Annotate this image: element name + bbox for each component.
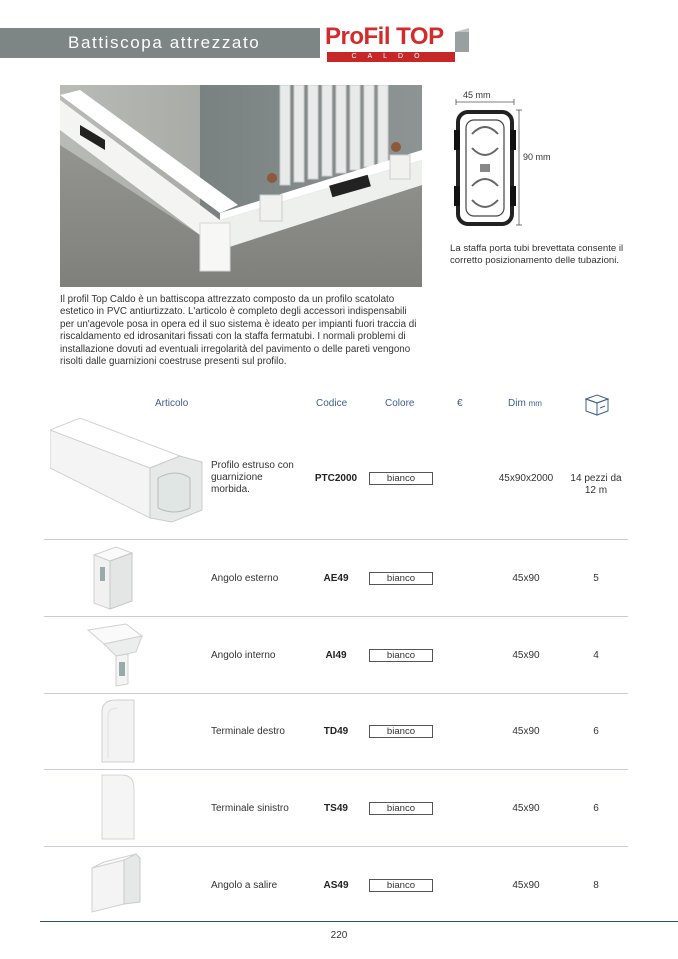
product-image-as49 [90, 852, 150, 916]
product-code: AE49 [323, 573, 349, 584]
product-dimensions: 45x90 [512, 803, 540, 814]
col-dim-unit: mm [528, 399, 542, 408]
color-field: bianco [369, 572, 433, 585]
logo-subtitle: CALDO [351, 53, 431, 60]
profile-section-diagram [446, 90, 586, 240]
product-code: TS49 [324, 803, 348, 814]
height-label: 90 mm [523, 152, 551, 162]
page-number: 220 [330, 930, 348, 941]
product-name: Terminale sinistro [211, 803, 289, 814]
product-image-ts49 [98, 773, 138, 843]
pack-quantity: 5 [593, 573, 599, 584]
pack-quantity: 8 [593, 880, 599, 891]
product-name: Angolo a salire [211, 880, 278, 891]
width-label: 45 mm [463, 90, 491, 100]
logo-wordmark: ProFil TOP [325, 23, 444, 50]
col-codice: Codice [316, 398, 348, 409]
page-title: Battiscopa attrezzato [68, 33, 261, 52]
product-code: TD49 [323, 726, 349, 737]
col-euro: € [457, 398, 463, 409]
row-divider [44, 539, 628, 540]
color-field: bianco [369, 649, 433, 662]
product-code: AS49 [323, 880, 349, 891]
product-code: PTC2000 [314, 473, 358, 484]
pack-quantity: 6 [593, 803, 599, 814]
color-field: bianco [369, 802, 433, 815]
brand-logo [325, 23, 470, 63]
col-dim-label: Dim [508, 398, 526, 409]
product-image-ptc2000 [50, 418, 208, 526]
pack-quantity: 14 pezzi da 12 m [570, 473, 622, 496]
row-divider [44, 769, 628, 770]
footer-divider [40, 921, 678, 922]
product-dimensions: 45x90 [512, 726, 540, 737]
product-dimensions: 45x90 [512, 573, 540, 584]
product-dimensions: 45x90 [512, 650, 540, 661]
product-name: Profilo estruso con guarnizione morbida. [211, 460, 294, 495]
pack-quantity: 6 [593, 726, 599, 737]
row-divider [44, 846, 628, 847]
product-description: Il profil Top Caldo è un battiscopa attrezzato composto da un profilo scatolato estetico in PVC antiurtizzato. L'articolo è completo degli accessori indispensabili per un'agevole posa in opera ed il suo sistema è ideato per impianti fuori traccia di riscaldamento ed idrosanitari fissati con la staffa fermatubi. I normali problemi di installazione dovuti ad eventuali irregolarità del pavimento o delle pareti vengono risolti dalle guarnizioni coestruse presenti sul profilo. [60, 294, 417, 368]
product-code: AI49 [325, 650, 347, 661]
box-icon [582, 391, 612, 417]
product-name: Angolo interno [211, 650, 276, 661]
product-name: Terminale destro [211, 726, 285, 737]
color-field: bianco [369, 725, 433, 738]
pack-quantity: 4 [593, 650, 599, 661]
product-image-ai49 [86, 622, 146, 688]
color-field: bianco [369, 472, 433, 485]
product-dimensions: 45x90 [512, 880, 540, 891]
row-divider [44, 616, 628, 617]
row-divider [44, 693, 628, 694]
product-dimensions: 45x90x2000 [498, 473, 554, 484]
product-image-ae49 [88, 545, 138, 611]
col-articolo: Articolo [155, 398, 189, 409]
col-dim [508, 398, 542, 409]
diagram-caption: La staffa porta tubi brevettata consente il corretto posizionamento delle tubazioni. [450, 243, 624, 266]
product-image-td49 [98, 698, 138, 766]
hero-photo [60, 85, 422, 287]
col-colore: Colore [385, 398, 415, 409]
product-name: Angolo esterno [211, 573, 279, 584]
color-field: bianco [369, 879, 433, 892]
